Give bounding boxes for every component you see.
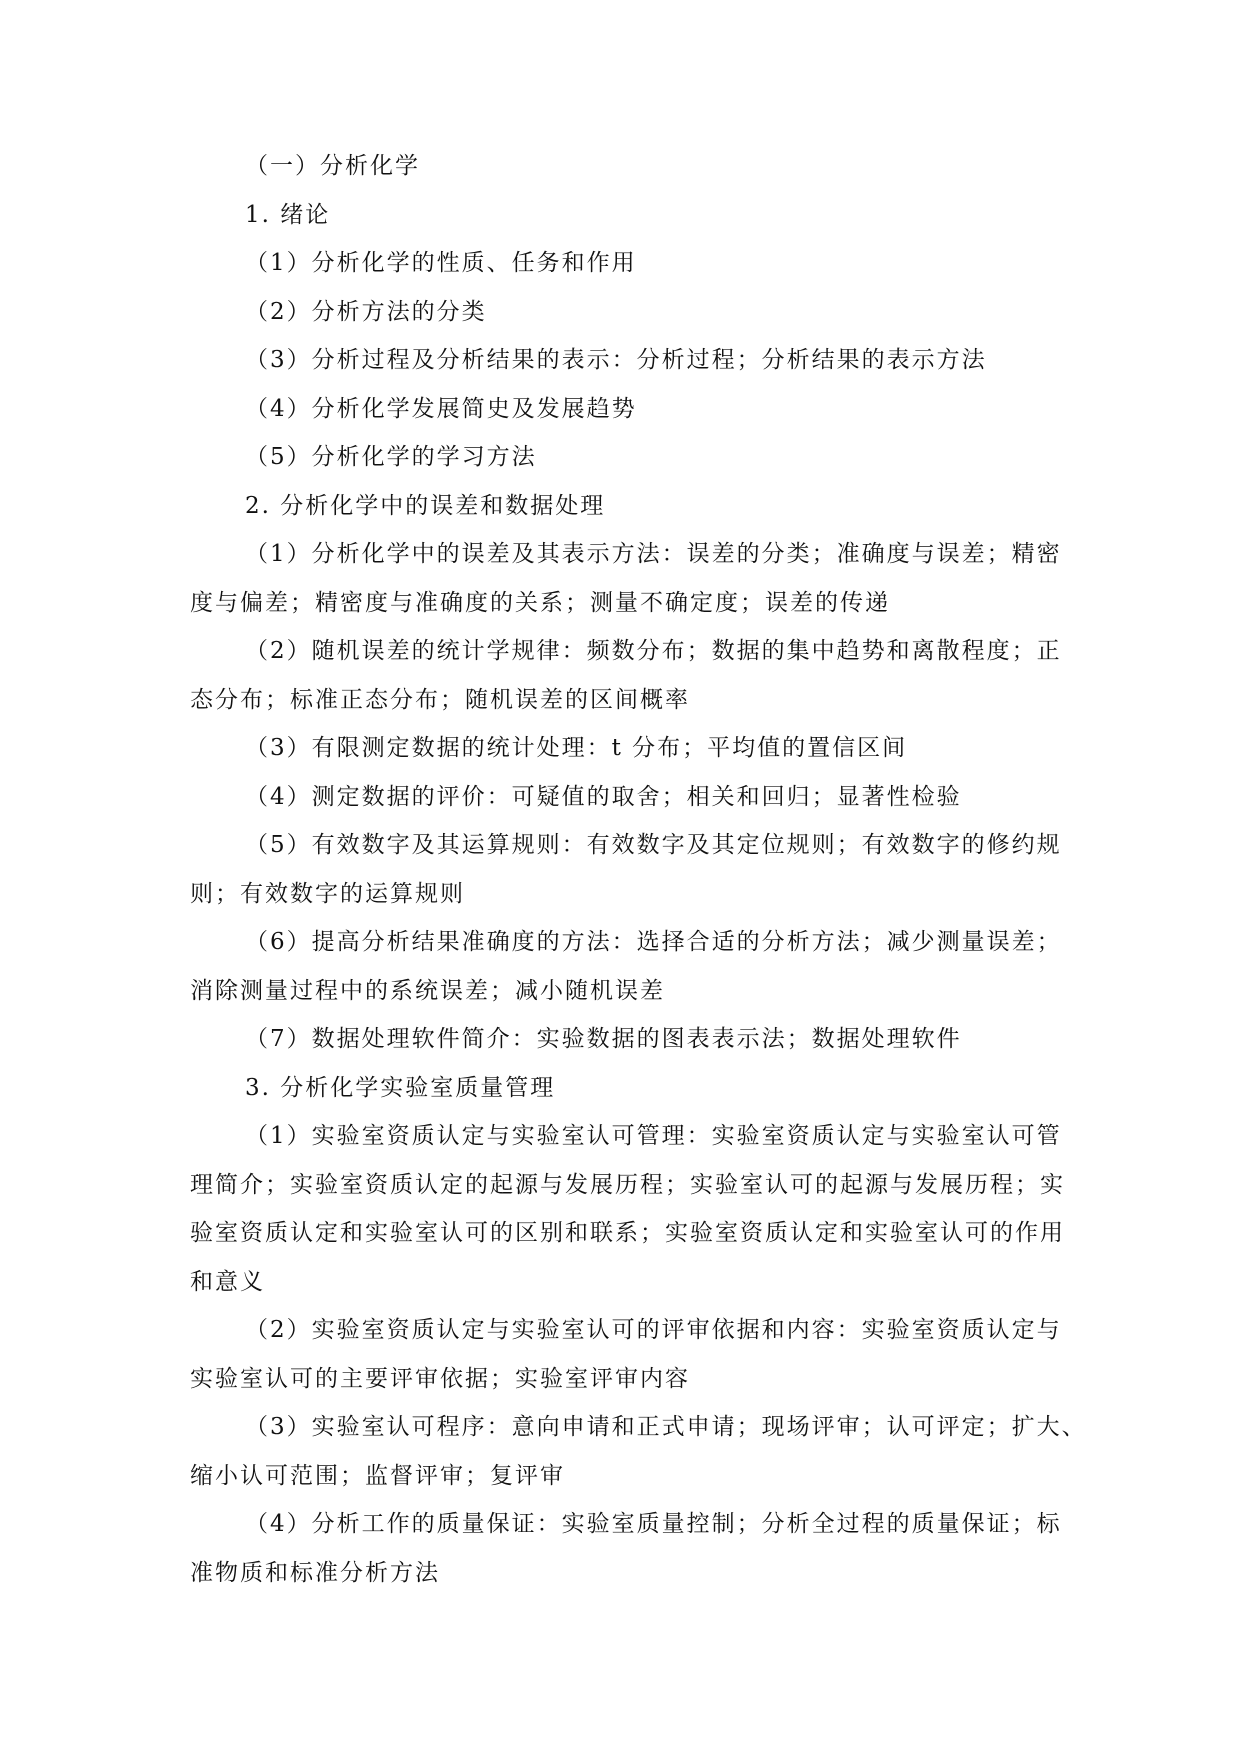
list-item-continuation: 度与偏差；精密度与准确度的关系；测量不确定度；误差的传递 xyxy=(190,589,890,616)
list-item-continuation: 验室资质认定和实验室认可的区别和联系；实验室资质认定和实验室认可的作用 xyxy=(190,1220,1065,1246)
list-item-continuation: 态分布；标准正态分布；随机误差的区间概率 xyxy=(190,686,690,713)
list-item: （5）分析化学的学习方法 xyxy=(245,444,537,470)
list-item-continuation: 和意义 xyxy=(190,1268,265,1295)
list-item-continuation: 消除测量过程中的系统误差；减小随机误差 xyxy=(190,977,665,1004)
list-item-continuation: 则；有效数字的运算规则 xyxy=(190,880,465,907)
list-item-continuation: 缩小认可范围；监督评审；复评审 xyxy=(190,1462,565,1489)
document-body xyxy=(190,142,1087,1597)
list-item: （3）分析过程及分析结果的表示：分析过程；分析结果的表示方法 xyxy=(245,347,987,373)
list-item: （2）分析方法的分类 xyxy=(245,298,487,325)
list-item: （1）实验室资质认定与实验室认可管理：实验室资质认定与实验室认可管 xyxy=(245,1123,1062,1149)
list-item: （7）数据处理软件简介：实验数据的图表表示法；数据处理软件 xyxy=(245,1026,962,1052)
chapter-heading-1: 1. 绪论 xyxy=(245,201,331,228)
list-item: （4）分析工作的质量保证：实验室质量控制；分析全过程的质量保证；标 xyxy=(245,1511,1062,1537)
list-item: （6）提高分析结果准确度的方法：选择合适的分析方法；减少测量误差； xyxy=(245,929,1062,955)
list-item: （4）分析化学发展简史及发展趋势 xyxy=(245,395,637,422)
list-item-continuation: 实验室认可的主要评审依据；实验室评审内容 xyxy=(190,1365,690,1392)
list-item: （2）随机误差的统计学规律：频数分布；数据的集中趋势和离散程度；正 xyxy=(245,638,1062,664)
list-item: （1）分析化学中的误差及其表示方法：误差的分类；准确度与误差；精密 xyxy=(245,541,1062,567)
section-title: （一）分析化学 xyxy=(245,153,420,179)
list-item: （3）有限测定数据的统计处理：t 分布；平均值的置信区间 xyxy=(245,735,908,761)
list-item: （5）有效数字及其运算规则：有效数字及其定位规则；有效数字的修约规 xyxy=(245,832,1062,858)
list-item: （2）实验室资质认定与实验室认可的评审依据和内容：实验室资质认定与 xyxy=(245,1317,1062,1343)
list-item: （1）分析化学的性质、任务和作用 xyxy=(245,250,637,276)
list-item: （4）测定数据的评价：可疑值的取舍；相关和回归；显著性检验 xyxy=(245,783,962,810)
list-item-continuation: 理简介；实验室资质认定的起源与发展历程；实验室认可的起源与发展历程；实 xyxy=(190,1171,1065,1198)
chapter-heading-3: 3. 分析化学实验室质量管理 xyxy=(245,1074,556,1101)
chapter-heading-2: 2. 分析化学中的误差和数据处理 xyxy=(245,492,606,519)
list-item: （3）实验室认可程序：意向申请和正式申请；现场评审；认可评定；扩大、 xyxy=(245,1414,1087,1440)
list-item-continuation: 准物质和标准分析方法 xyxy=(190,1559,440,1586)
